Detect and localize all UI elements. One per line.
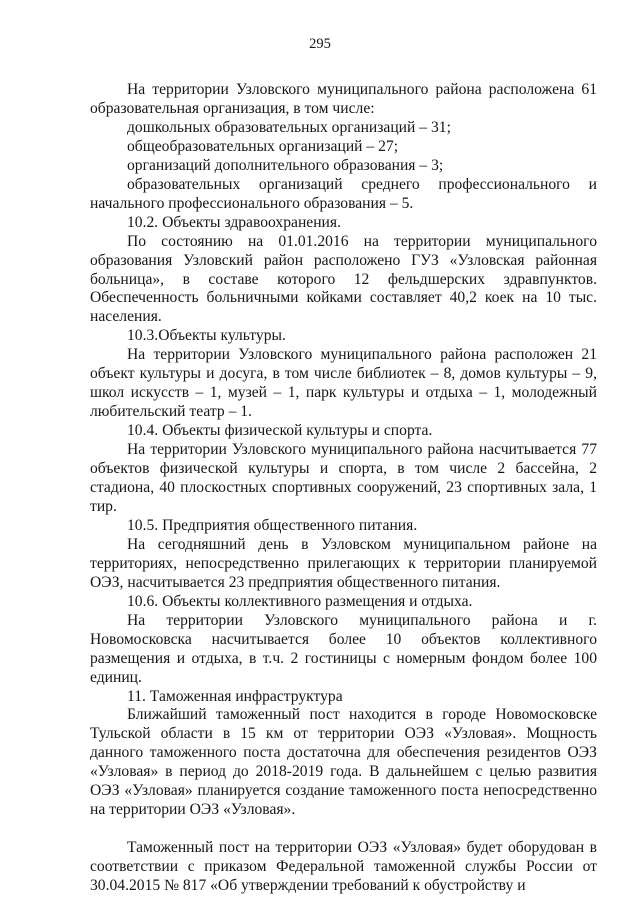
- list-item-preschool: дошкольных образовательных организаций – 31;: [127, 118, 451, 136]
- section-heading-accommodation: 10.6. Объекты коллективного размещения и отдыха.: [127, 592, 473, 610]
- section-heading-customs: 11. Таможенная инфраструктура: [127, 687, 343, 705]
- paragraph-culture: На территории Узловского муниципального района расположен 21 объект культуры и досуга, в том числе библиотек – 8, домов культуры – 9, школ искусств – 1, музей – 1, парк культуры и отдыха – 1, молодежный любительский театр – 1.: [90, 346, 597, 421]
- section-heading-culture: 10.3.Объекты культуры.: [127, 327, 286, 345]
- paragraph-sport: На территории Узловского муниципального района насчитывается 77 объектов физической культуры и спорта, в том числе 2 бассейна, 2 стадиона, 40 плоскостных спортивных сооружений, 23 спортивных зала, 1 тир.: [90, 441, 597, 515]
- page-number: 295: [309, 36, 331, 52]
- list-item-general-education: общеобразовательных организаций – 27;: [127, 137, 399, 155]
- section-heading-sport: 10.4. Объекты физической культуры и спорта.: [127, 422, 433, 440]
- list-item-additional-education: организаций дополнительного образования – 3;: [127, 156, 444, 174]
- paragraph-customs-equipment: Таможенный пост на территории ОЭЗ «Узловая» будет оборудован в соответствии с приказом Федеральной таможенной службы России от 30.04.2015 № 817 «Об утверждении требований к обустройству и: [90, 839, 597, 895]
- section-heading-healthcare: 10.2. Объекты здравоохранения.: [127, 213, 341, 231]
- list-item-vocational: образовательных организаций среднего профессионального и начального профессионального образования – 5.: [90, 175, 597, 212]
- paragraph-education-intro: На территории Узловского муниципального района расположена 61 образовательная организация, в том числе:: [90, 81, 597, 117]
- paragraph-healthcare: По состоянию на 01.01.2016 на территории муниципального образования Узловский район расположено ГУЗ «Узловская районная больница», в составе которого 12 фельдшерских здравпунктов. Обеспеченность больничными койками составляет 40,2 коек на 10 тыс. населения.: [90, 232, 597, 326]
- paragraph-customs-location: Ближайший таможенный пост находится в городе Новомосковске Тульской области в 15 км от территории ОЭЗ «Узловая». Мощность данного таможенного поста достаточна для обеспечения резидентов ОЭЗ «Узловая» в период до 2018-2019 года. В дальнейшем с целью развития ОЭЗ «Узловая» планируется создание таможенного поста непосредственно на территории ОЭЗ «Узловая».: [90, 706, 597, 819]
- paragraph-accommodation: На территории Узловского муниципального района и г. Новомосковска насчитывается более 10 объектов коллективного размещения и отдыха, в т.ч. 2 гостиницы с номерным фондом более 100 единиц.: [90, 611, 597, 686]
- document-body: [90, 81, 597, 896]
- paragraph-catering: На сегодняшний день в Узловском муниципальном районе на территориях, непосредственно прилегающих к территории планируемой ОЭЗ, насчитывается 23 предприятия общественного питания.: [90, 535, 597, 591]
- section-heading-catering: 10.5. Предприятия общественного питания.: [127, 516, 418, 534]
